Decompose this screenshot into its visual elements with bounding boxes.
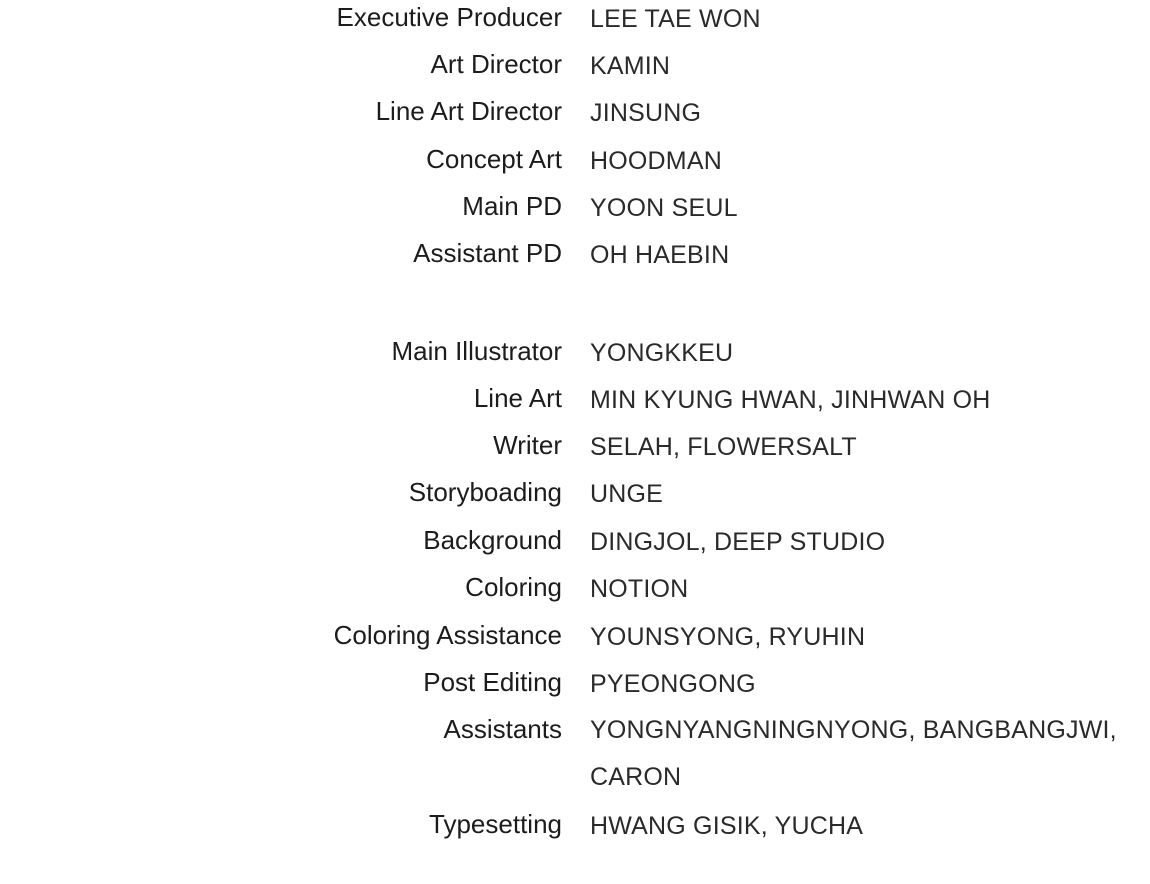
credit-names: HWANG GISIK, YUCHA xyxy=(590,812,864,840)
credit-names: UNGE xyxy=(590,480,664,508)
credit-role: Art Director xyxy=(430,49,562,79)
credit-row-line-art xyxy=(0,381,1150,421)
credit-role: Background xyxy=(423,525,562,555)
credit-row-line-art-director xyxy=(0,94,1150,134)
credit-row-storyboarding xyxy=(0,475,1150,515)
credit-role: Writer xyxy=(493,430,562,460)
credit-row-concept-art xyxy=(0,142,1150,182)
credit-role: Assistant PD xyxy=(413,238,562,268)
credit-row-typesetting xyxy=(0,807,1150,847)
credit-row-main-pd xyxy=(0,189,1150,229)
credit-names: OH HAEBIN xyxy=(590,241,730,269)
credit-role: Main PD xyxy=(462,191,562,221)
credit-role: Assistants xyxy=(443,714,562,744)
credit-row-assistants xyxy=(0,712,1150,802)
credit-names: YONGNYANGNINGNYONG, BANGBANGJWI, CARON xyxy=(590,716,1117,791)
credit-names: YOUNSYONG, RYUHIN xyxy=(590,623,866,651)
credit-row-main-illustrator xyxy=(0,334,1150,374)
credit-row-post-editing xyxy=(0,665,1150,705)
credit-row-background xyxy=(0,523,1150,563)
credit-role: Storyboading xyxy=(408,477,562,507)
credit-names: LEE TAE WON xyxy=(590,5,761,33)
credit-row-coloring xyxy=(0,570,1150,610)
credit-role: Main Illustrator xyxy=(391,336,562,366)
credit-row-assistant-pd xyxy=(0,236,1150,276)
credit-role: Line Art Director xyxy=(375,96,562,126)
credit-row-coloring-assistance xyxy=(0,618,1150,658)
credit-names: YOON SEUL xyxy=(590,194,738,222)
credit-names: HOODMAN xyxy=(590,147,722,175)
credit-names: YONGKKEU xyxy=(590,339,734,367)
credit-role: Post Editing xyxy=(423,667,562,697)
credit-names: MIN KYUNG HWAN, JINHWAN OH xyxy=(590,386,991,414)
credit-names: DINGJOL, DEEP STUDIO xyxy=(590,528,886,556)
credit-role: Line Art xyxy=(473,383,562,413)
credit-names: SELAH, FLOWERSALT xyxy=(590,433,857,461)
credit-role: Coloring xyxy=(465,572,562,602)
credit-role: Executive Producer xyxy=(336,2,562,32)
credit-role: Coloring Assistance xyxy=(333,620,562,650)
credit-row-executive-producer xyxy=(0,0,1150,40)
credit-names: NOTION xyxy=(590,575,689,603)
credit-role: Concept Art xyxy=(426,144,562,174)
credit-row-writer xyxy=(0,428,1150,468)
credit-names: PYEONGONG xyxy=(590,670,756,698)
credit-names: KAMIN xyxy=(590,52,671,80)
credit-role: Typesetting xyxy=(429,809,562,839)
credit-row-art-director xyxy=(0,47,1150,87)
credit-names: JINSUNG xyxy=(590,99,702,127)
